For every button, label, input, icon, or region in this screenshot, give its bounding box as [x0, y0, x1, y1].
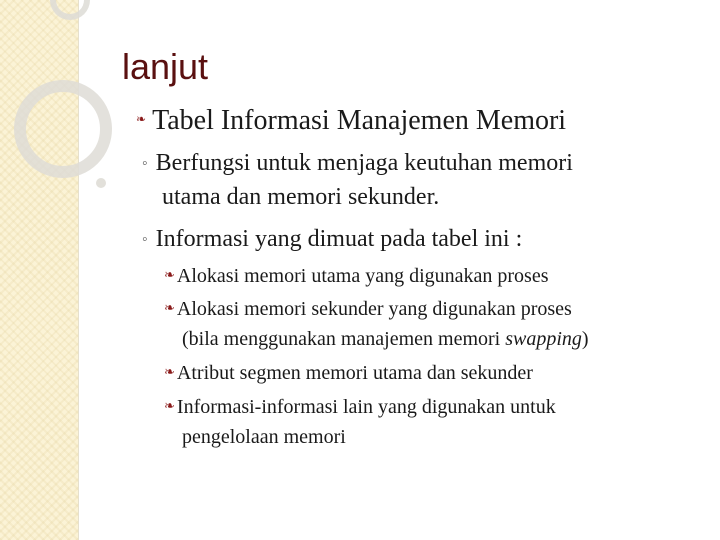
sub-list-item-text: Informasi-informasi lain yang digunakan untuk	[176, 396, 556, 418]
curl-bullet-icon: ❧	[164, 267, 175, 282]
heading-bullet	[136, 105, 566, 137]
continuation-text-pre: (bila menggunakan manajemen memori	[182, 328, 506, 350]
sub-list-item	[164, 265, 549, 288]
list-item	[142, 150, 573, 177]
sub-list-item	[164, 362, 533, 385]
list-item-text: Informasi yang dimuat pada tabel ini :	[155, 226, 523, 252]
sub-list-item-continuation: pengelolaan memori	[182, 426, 346, 448]
sub-list-item-text: Alokasi memori sekunder yang digunakan proses	[176, 298, 572, 320]
list-item	[142, 226, 522, 253]
curl-bullet-icon: ❧	[164, 364, 175, 379]
curl-bullet-icon: ❧	[136, 112, 147, 126]
slide-title: lanjut	[122, 46, 209, 87]
circle-bullet-icon: ◦	[142, 155, 148, 172]
continuation-text-emphasis: swapping	[505, 328, 582, 350]
list-item-text: Berfungsi untuk menjaga keutuhan memori	[155, 150, 573, 176]
heading-text: Tabel Informasi Manajemen Memori	[152, 105, 567, 136]
sub-list-item-text: Alokasi memori utama yang digunakan proses	[176, 265, 549, 287]
continuation-text-post: )	[581, 328, 589, 350]
sub-list-item	[164, 298, 572, 321]
curl-bullet-icon: ❧	[164, 300, 175, 315]
sub-list-item-text: Atribut segmen memori utama dan sekunder	[176, 362, 533, 384]
sub-list-item	[164, 396, 556, 419]
list-item-continuation: utama dan memori sekunder.	[162, 184, 440, 210]
circle-bullet-icon: ◦	[142, 231, 148, 248]
curl-bullet-icon: ❧	[164, 398, 175, 413]
sub-list-item-continuation	[182, 328, 589, 351]
